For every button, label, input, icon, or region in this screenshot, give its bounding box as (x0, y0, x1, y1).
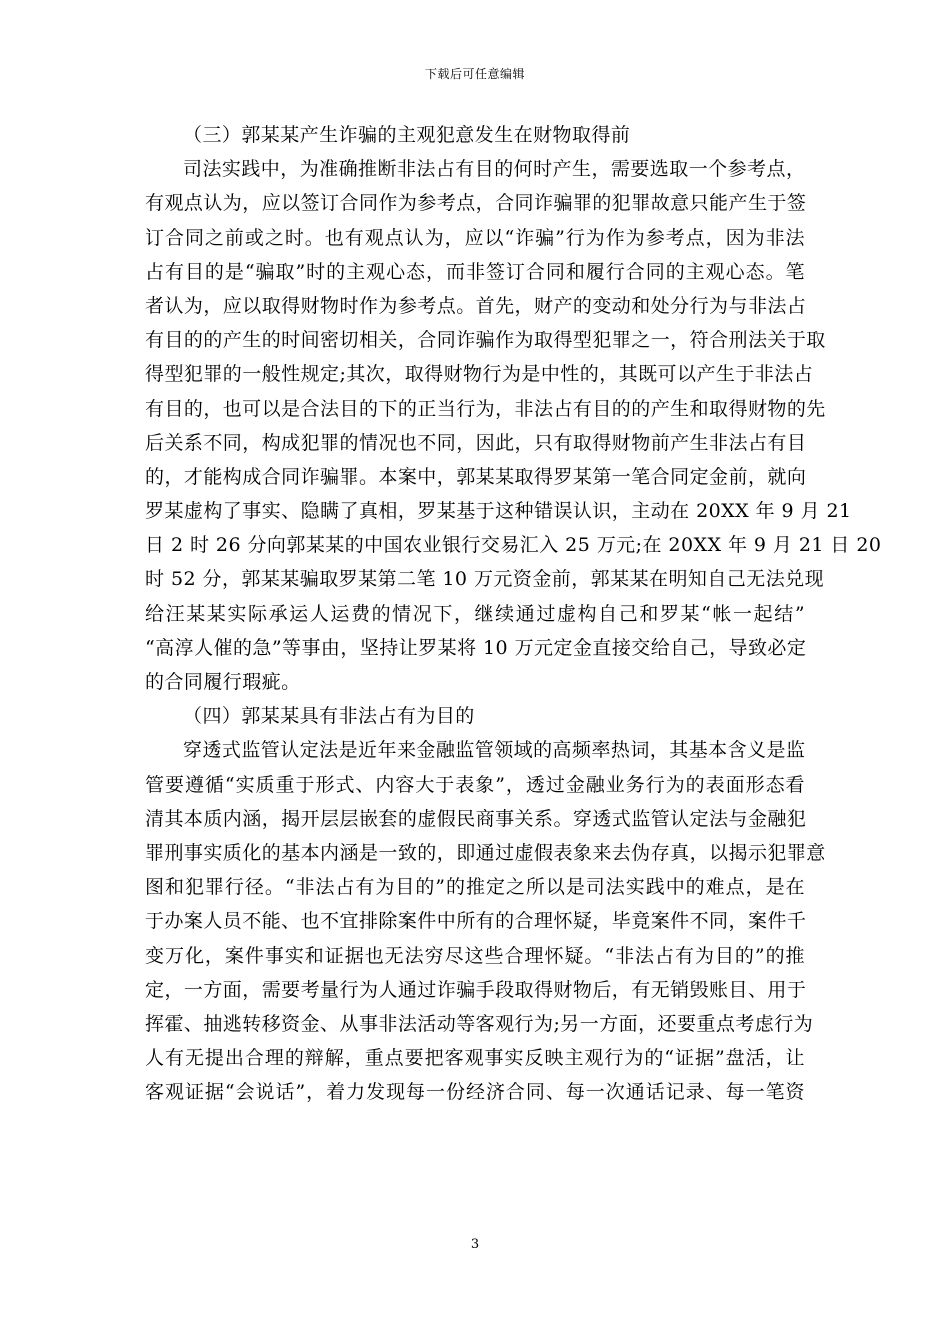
page-header: 下载后可任意编辑 (424, 67, 525, 81)
paragraph-line: 客观证据“会说话”，着力发现每一份经济合同、每一次通话记录、每一笔资 (145, 1081, 805, 1104)
document-body (145, 118, 882, 1109)
paragraph-line: 司法实践中，为准确推断非法占有目的何时产生，需要选取一个参考点， (183, 158, 806, 181)
paragraph-line: 日 2 时 26 分向郭某某的中国农业银行交易汇入 25 万元;在 20XX 年 9 月 21 日 20 (145, 534, 882, 557)
paragraph-line: 罗某虚构了事实、隐瞒了真相，罗某基于这种错误认识，主动在 20XX 年 9 月 21 (145, 500, 852, 523)
paragraph-line: 罪刑事实质化的基本内涵是一致的，即通过虚假表象来去伪存真，以揭示犯罪意 (145, 841, 826, 864)
paragraph-line: 的，才能构成合同诈骗罪。本案中，郭某某取得罗某第一笔合同定金前，就向 (145, 465, 807, 488)
paragraph-line: 占有目的是“骗取”时的主观心态，而非签订合同和履行合同的主观心态。笔 (145, 260, 805, 283)
paragraph-line: 人有无提出合理的辩解，重点要把客观事实反映主观行为的“证据”盘活，让 (145, 1047, 805, 1070)
paragraph-line: 图和犯罪行径。“非法占有为目的”的推定之所以是司法实践中的难点，是在 (145, 876, 805, 899)
paragraph-line: 有目的的产生的时间密切相关，合同诈骗作为取得型犯罪之一，符合刑法关于取 (145, 329, 826, 352)
paragraph-line: 挥霍、抽逃转移资金、从事非法活动等客观行为;另一方面，还要重点考虑行为 (145, 1012, 814, 1035)
paragraph-line: 时 52 分，郭某某骗取罗某第二笔 10 万元资金前，郭某某在明知自己无法兑现 (145, 568, 825, 591)
page-number: 3 (470, 1237, 480, 1252)
paragraph-line: 变万化，案件事实和证据也无法穷尽这些合理怀疑。“非法占有为目的”的推 (145, 944, 805, 967)
section-heading: （三）郭某某产生诈骗的主观犯意发生在财物取得前 (183, 124, 631, 146)
section-heading: （四）郭某某具有非法占有为目的 (183, 705, 475, 728)
paragraph-line: 于办案人员不能、也不宜排除案件中所有的合理怀疑，毕竟案件不同，案件千 (145, 910, 807, 933)
paragraph-line: 给汪某某实际承运人运费的情况下，继续通过虚构自己和罗某“帐一起结” (145, 602, 805, 625)
paragraph-line: 者认为，应以取得财物时作为参考点。首先，财产的变动和处分行为与非法占 (145, 294, 807, 317)
paragraph-line: 有观点认为，应以签订合同作为参考点，合同诈骗罪的犯罪故意只能产生于签 (145, 192, 807, 215)
paragraph-line: 订合同之前或之时。也有观点认为，应以“诈骗”行为作为参考点，因为非法 (145, 226, 805, 249)
paragraph-line: 的合同履行瑕疵。 (145, 671, 301, 693)
paragraph-line: 有目的，也可以是合法目的下的正当行为，非法占有目的的产生和取得财物的先 (145, 397, 826, 420)
paragraph-line: 清其本质内涵，揭开层层嵌套的虚假民商事关系。穿透式监管认定法与金融犯 (145, 807, 807, 830)
paragraph-line: 管要遵循“实质重于形式、内容大于表象”，透过金融业务行为的表面形态看 (145, 773, 805, 796)
paragraph-line: “高淳人催的急”等事由，坚持让罗某将 10 万元定金直接交给自己，导致必定 (145, 636, 807, 659)
paragraph-line: 后关系不同，构成犯罪的情况也不同，因此，只有取得财物前产生非法占有目 (145, 431, 807, 454)
paragraph-line: 穿透式监管认定法是近年来金融监管领域的高频率热词，其基本含义是监 (183, 739, 806, 762)
paragraph-line: 得型犯罪的一般性规定;其次，取得财物行为是中性的，其既可以产生于非法占 (145, 363, 814, 386)
paragraph-line: 定，一方面，需要考量行为人通过诈骗手段取得财物后，有无销毁账目、用于 (145, 978, 807, 1001)
